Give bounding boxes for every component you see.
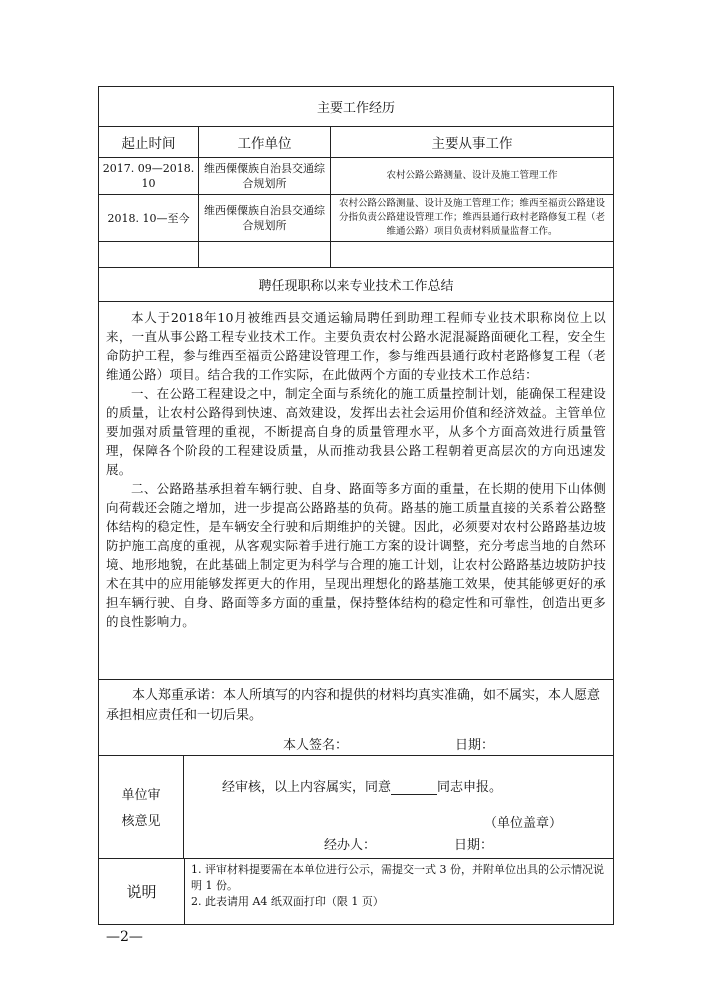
review-label-line: 核意见 — [121, 814, 161, 829]
row-duty — [330, 242, 613, 267]
row-period: 2017. 09—2018. 10 — [102, 162, 195, 190]
signature-label: 本人签名： — [283, 738, 349, 753]
row-unit: 维西傈僳族自治县交通综合规划所 — [198, 195, 330, 241]
table-row — [99, 241, 613, 267]
unit-stamp-label: （单位盖章） — [484, 816, 563, 831]
work-history-header-row — [99, 126, 613, 157]
header-unit: 工作单位 — [198, 127, 330, 157]
header-period: 起止时间 — [121, 136, 176, 152]
review-text-before: 经审核，以上内容属实，同意 — [222, 780, 392, 795]
note-label: 说明 — [99, 859, 185, 924]
note-line: 2. 此表请用 A4 纸双面打印（限 1 页） — [191, 895, 384, 908]
form-table — [98, 86, 614, 925]
table-row — [99, 157, 613, 194]
row-unit — [198, 242, 330, 267]
review-label-line: 单位审 — [121, 788, 161, 803]
review-label — [99, 756, 184, 858]
signature-date-label: 日期： — [455, 738, 495, 753]
review-statement — [222, 776, 502, 795]
name-blank[interactable] — [391, 780, 437, 795]
pledge-text: 本人郑重承诺：本人所填写的内容和提供的材料均真实准确，如不属实，本人愿意承担相应责任和一切后果。 — [106, 688, 601, 723]
work-history-title: 主要工作经历 — [316, 101, 395, 116]
review-body — [184, 756, 613, 858]
summary-paragraph: 一、在公路工程建设之中，制定全面与系统化的施工质量控制计划，能确保工程建设的质量，让农村公路得到快速、高效建设，发挥出去社会运用价值和经济效益。主管单位要加强对质量管理的重视，不断提高自身的质量管理水平，从多个方面高效进行质量管理，保障各个阶段的工程建设质量，从而推动我县公路工程朝着更高层次的方向迅速发展。 — [106, 386, 606, 477]
form-sheet — [98, 86, 614, 925]
note-body — [185, 859, 613, 924]
review-date-label: 日期： — [454, 838, 494, 853]
review-section — [99, 755, 613, 858]
note-line: 1. 评审材料提要需在本单位进行公示，需提交一式 3 份，并附单位出具的公示情况说明 1 份。 — [191, 863, 604, 892]
pledge-section — [99, 679, 613, 755]
row-unit: 维西傈僳族自治县交通综合规划所 — [198, 158, 330, 194]
row-period: 2018. 10—至今 — [107, 211, 190, 225]
summary-body — [99, 301, 613, 679]
summary-title: 聘任现职称以来专业技术工作总结 — [99, 267, 613, 301]
row-period — [99, 242, 198, 267]
row-duty: 农村公路公路测量、设计及施工管理工作；维西至福贡公路建设分指负责公路建设管理工作；维西县通行政村老路修复工程（老维通公路）项目负责材料质量监督工作。 — [330, 195, 613, 241]
table-row — [99, 194, 613, 241]
page-number: —2— — [106, 929, 143, 945]
summary-paragraph: 二、公路路基承担着车辆行驶、自身、路面等多方面的重量，在长期的使用下山体侧向荷载还会随之增加，进一步提高公路路基的负荷。路基的施工质量直接的关系着公路整体结构的稳定性，是车辆安全行驶和后期维护的关键。因此，必须要对农村公路路基边坡防护施工高度的重视，从客观实际着手进行施工方案的设计调整，充分考虑当地的自然环境、地形地貌，在此基础上制定更为科学与合理的施工计划，让农村公路路基边坡防护技术在其中的应用能够发挥更大的作用，呈现出理想化的路基施工效果，使其能够更好的承担车辆行驶、自身、路面等多方面的重量，保持整体结构的稳定性和可靠性，创造出更多的良性影响力。 — [106, 481, 606, 629]
review-text-after: 同志申报。 — [437, 780, 503, 795]
header-duty: 主要从事工作 — [330, 127, 613, 157]
handler-label: 经办人： — [324, 838, 377, 853]
summary-paragraph: 本人于2018年10月被维西县交通运输局聘任到助理工程师专业技术职称岗位上以来，一直从事公路工程专业技术工作。主要负责农村公路水泥混凝路面硬化工程，安全生命防护工程，参与维西至福贡公路建设管理工作，参与维西县通行政村老路修复工程（老维通公路）项目。结合我的工作实际，在此做两个方面的专业技术工作总结： — [106, 310, 606, 382]
row-duty: 农村公路公路测量、设计及施工管理工作 — [330, 158, 613, 194]
note-section — [99, 858, 613, 924]
